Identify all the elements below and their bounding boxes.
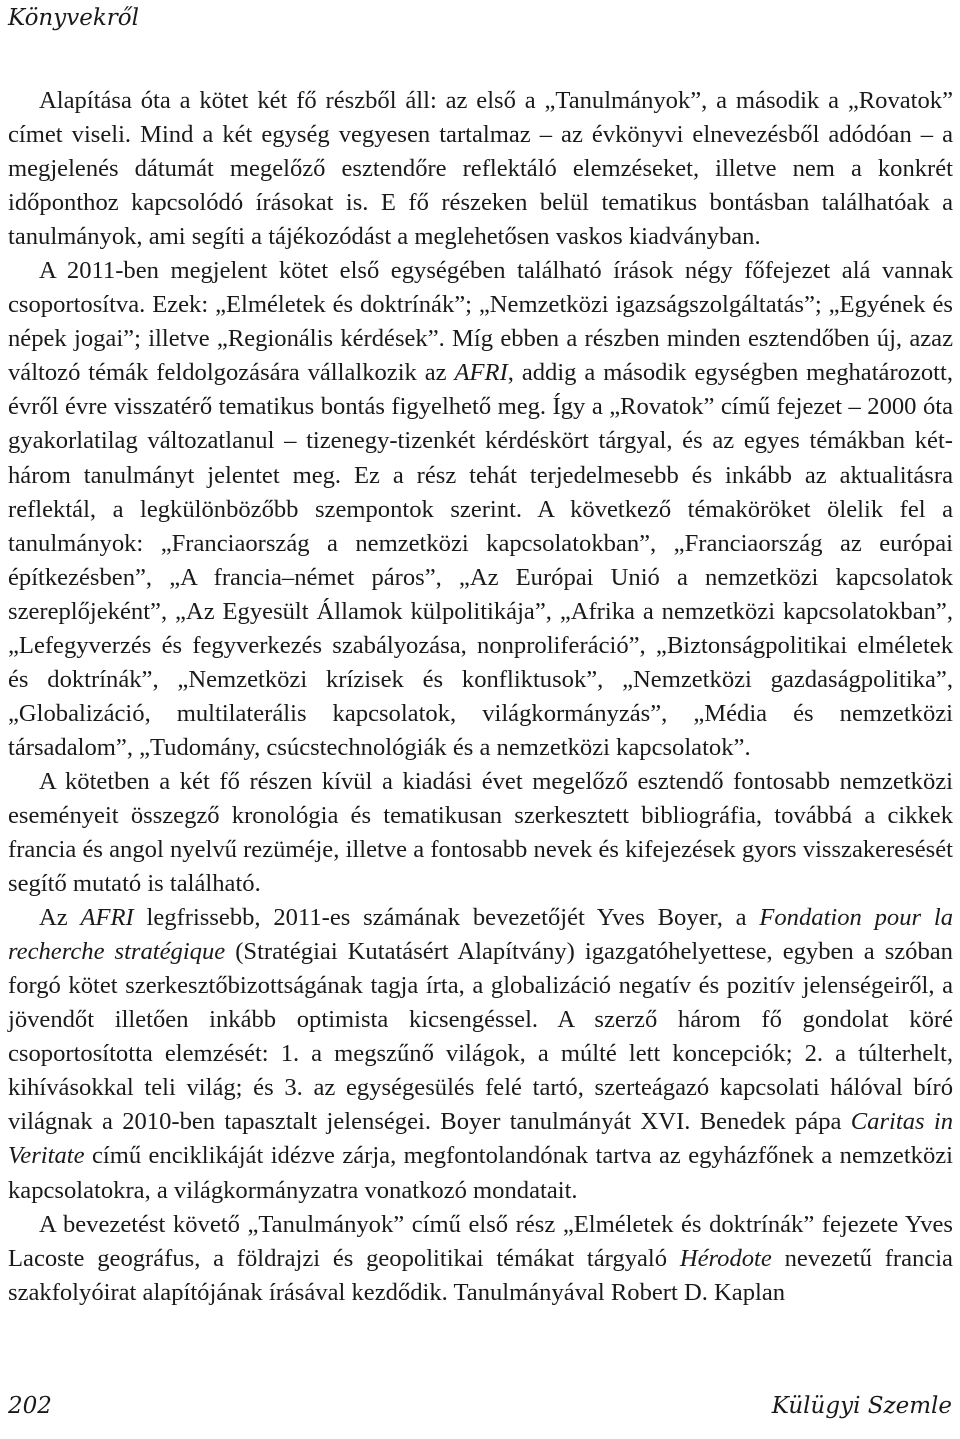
- article-body: [8, 84, 953, 1310]
- page-number: 202: [8, 1393, 52, 1419]
- running-head: Könyvekről: [8, 5, 139, 31]
- text-run: Az: [39, 904, 81, 932]
- italic-text: Fondation pour la recherche stratégique: [8, 904, 954, 966]
- italic-text: Caritas in Veritate: [8, 1108, 953, 1170]
- text-run: A bevezetést követő „Tanulmányok” című első rész „Elméletek és doktrínák” fejezete Yves Lacoste geográfus, a földrajzi és geopolitikai témákat tárgyaló: [8, 1210, 953, 1272]
- paragraph: [8, 901, 953, 1207]
- text-run: nevezetű francia szakfolyóirat alapítójának írásával kezdődik. Tanulmányával Robert D. Kaplan: [8, 1244, 953, 1306]
- text-run: A 2011-ben megjelent kötet első egységében található írások négy főfejezet alá vannak csoportosítva. Ezek: „Elméletek és doktrínák”; „Nemzetközi igazságszolgáltatás”; „Egyének és népek jogai”; illetve „Regionális kérdések”. Míg ebben a részben minden esztendőben új, azaz változó témák feldolgozására vállalkozik az: [8, 257, 953, 387]
- paragraph: [8, 254, 953, 765]
- paragraph: [8, 1208, 953, 1310]
- text-run: című enciklikáját idézve zárja, megfontolandónak tartva az egyházfőnek a nemzetközi kapcsolatokra, a világkormányzatra vonatkozó mondatait.: [8, 1142, 953, 1204]
- text-run: A kötetben a két fő részen kívül a kiadási évet megelőző esztendő fontosabb nemzetközi eseményeit összegző kronológia és tematikusan szerkesztett bibliográfia, továbbá a cikkek francia és angol nyelvű rezüméje, illetve a fontosabb nevek és kifejezések gyors visszakeresését segítő mutató is található.: [8, 767, 953, 898]
- paragraph: [8, 765, 953, 901]
- text-run: Alapítása óta a kötet két fő részből áll: az első a „Tanulmányok”, a második a „Rovatok” címet viseli. Mind a két egység vegyesen tartalmaz – az évkönyvi elnevezésből adódóan – a megjelenés dátumát megelőző esztendőre reflektáló elemzéseket, illetve nem a konkrét időponthoz kapcsolódó írásokat is. E fő részeken belül tematikus bontásban találhatóak a tanulmányok, ami segíti a tájékozódást a meglehetősen vaskos kiadványban.: [8, 87, 953, 251]
- italic-text: AFRI: [454, 359, 508, 387]
- italic-text: AFRI: [80, 904, 134, 932]
- text-run: , addig a második egységben meghatározott, évről évre visszatérő tematikus bontás figyelhető meg. Így a „Rovatok” című fejezet – 2000 óta gyakorlatilag változatlanul – tizenegy-tizenkét kérdéskört tárgyal, és az egyes témákban két-három tanulmányt jelentet meg. Ez a rész tehát terjedelmesebb és inkább az aktualitásra reflektál, a legkülönbözőbb szempontok szerint. A következő témaköröket ölelik fel a tanulmányok: „Franciaország a nemzetközi kapcsolatokban”, „Franciaország az európai építkezésben”, „A francia–német páros”, „Az Európai Unió a nemzetközi kapcsolatok szereplőjeként”, „Az Egyesült Államok külpolitikája”, „Afrika a nemzetközi kapcsolatokban”, „Lefegyverzés és fegyverkezés szabályozása, nonproliferáció”, „Biztonságpolitikai elméletek és doktrínák”, „Nemzetközi krízisek és konfliktusok”, „Nemzetközi gazdaságpolitika”, „Globalizáció, multilaterális kapcsolatok, világkormányzás”, „Média és nemzetközi társadalom”, „Tudomány, csúcstechnológiák és a nemzetközi kapcsolatok”.: [8, 359, 953, 761]
- paragraph: [8, 84, 953, 254]
- italic-text: Hérodote: [679, 1244, 772, 1272]
- journal-name: Külügyi Szemle: [771, 1393, 952, 1419]
- text-run: (Stratégiai Kutatásért Alapítvány) igazgatóhelyettese, egyben a szóban forgó kötet szerkesztőbizottságának tagja írta, a globalizáció negatív és pozitív jelenségeiről, a jövendőt illetően inkább optimista kicsengéssel. A szerző három fő gondolat köré csoportosította elemzését: 1. a megszűnő világok, a múlté lett koncepciók; 2. a túlterhelt, kihívásokkal teli világ; és 3. az egységesülés felé tartó, szerteágazó kapcsolati hálóval bíró világnak a 2010-ben tapasztalt jelenségei. Boyer tanulmányát XVI. Benedek pápa: [8, 938, 953, 1136]
- text-run: legfrissebb, 2011-es számának bevezetőjét Yves Boyer, a: [133, 904, 760, 932]
